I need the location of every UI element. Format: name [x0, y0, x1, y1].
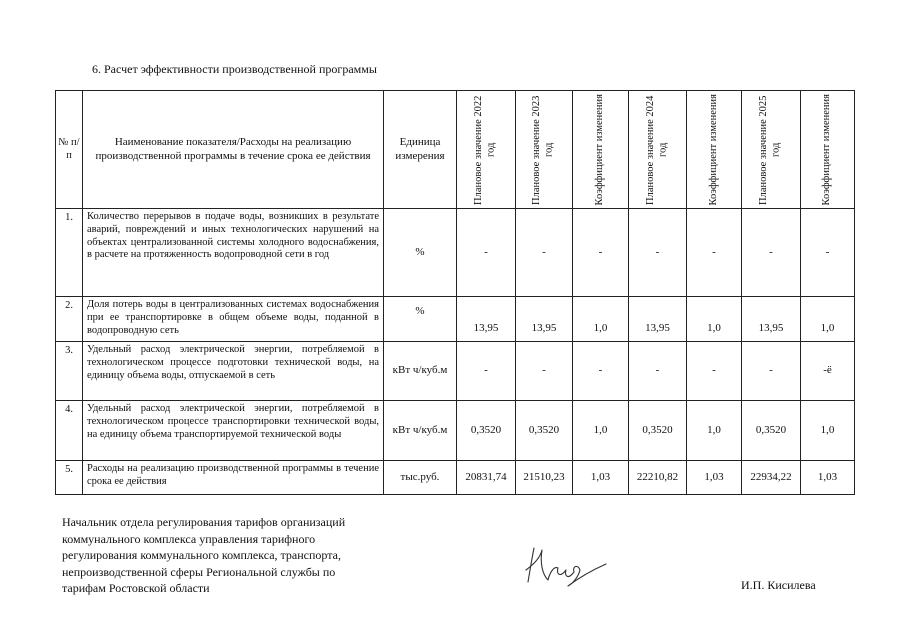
- signer-name: И.П. Кисилева: [741, 578, 816, 592]
- row-value: 0,3520: [629, 401, 687, 461]
- header-plan-2025: [742, 91, 801, 209]
- row-value: -: [629, 209, 687, 297]
- row-value: -: [742, 342, 801, 401]
- row-value: -ё: [801, 342, 855, 401]
- row-value: -: [516, 209, 573, 297]
- row-value: 1,0: [687, 401, 742, 461]
- header-num-label: № п/п: [58, 136, 80, 161]
- row-value: 1,0: [801, 401, 855, 461]
- row-num: 5.: [56, 461, 83, 495]
- header-plan-2024: [629, 91, 687, 209]
- row-value: -: [573, 209, 629, 297]
- row-value: 13,95: [629, 297, 687, 342]
- row-value: 20831,74: [457, 461, 516, 495]
- signer-position: Начальник отдела регулирования тарифов организаций коммунального комплекса управления тарифного регулирования коммунального комплекса, транспорта, непроизводственной сферы Региональной службы по тарифам Ростовской области: [62, 515, 346, 595]
- header-coef-3: [801, 91, 855, 209]
- handwritten-signature: [520, 540, 610, 588]
- header-plan-2022-label: Плановое значение 2022 год: [473, 94, 497, 205]
- header-name-label: Наименование показателя/Расходы на реализацию производственной программы в течение срока ее действия: [95, 136, 371, 162]
- row-value: -: [457, 209, 516, 297]
- row-value: -: [687, 342, 742, 401]
- row-value: 13,95: [516, 297, 573, 342]
- row-value: 1,0: [801, 297, 855, 342]
- row-unit: кВт ч/куб.м: [384, 342, 457, 401]
- row-value: 21510,23: [516, 461, 573, 495]
- row-value: 22210,82: [629, 461, 687, 495]
- section-title: 6. Расчет эффективности производственной программы: [92, 62, 377, 76]
- efficiency-table: [55, 90, 855, 495]
- header-unit: [384, 91, 457, 209]
- row-value: -: [742, 209, 801, 297]
- row-value: 13,95: [742, 297, 801, 342]
- row-value: 1,0: [573, 297, 629, 342]
- row-value: 1,03: [687, 461, 742, 495]
- row-value: 1,0: [573, 401, 629, 461]
- header-coef-1: [573, 91, 629, 209]
- header-plan-2023: [516, 91, 573, 209]
- table-row: [56, 297, 855, 342]
- row-num: 1.: [56, 209, 83, 297]
- row-num: 3.: [56, 342, 83, 401]
- header-plan-2025-label: Плановое значение 2025 год: [758, 94, 782, 205]
- row-value: -: [573, 342, 629, 401]
- header-coef-2-label: Коэффициент изменения: [707, 93, 719, 206]
- row-unit: %: [384, 297, 457, 342]
- table-header-row: [56, 91, 855, 209]
- header-unit-label: Единица измерения: [395, 136, 445, 162]
- row-value: 13,95: [457, 297, 516, 342]
- row-name: Удельный расход электрической энергии, потребляемой в технологическом процессе подготовки технической воды, на единицу объема воды, отпускаемой в сеть: [83, 342, 384, 401]
- table-row: [56, 342, 855, 401]
- row-value: 22934,22: [742, 461, 801, 495]
- row-value: -: [687, 209, 742, 297]
- row-value: -: [801, 209, 855, 297]
- row-value: 1,03: [573, 461, 629, 495]
- row-name: Количество перерывов в подаче воды, возникших в результате аварий, повреждений и иных технологических нарушений на объектах централизованной системы холодного водоснабжения, в расчете на протяженность водопроводной сети в год: [83, 209, 384, 297]
- header-name: [83, 91, 384, 209]
- table-row: [56, 209, 855, 297]
- table-row: [56, 461, 855, 495]
- header-num: [56, 91, 83, 209]
- row-name: Удельный расход электрической энергии, потребляемой в технологическом процессе транспортировки технической воды, на единицу объема транспортируемой технической воды: [83, 401, 384, 461]
- row-unit: тыс.руб.: [384, 461, 457, 495]
- row-name: Расходы на реализацию производственной программы в течение срока ее действия: [83, 461, 384, 495]
- row-value: -: [457, 342, 516, 401]
- row-value: -: [516, 342, 573, 401]
- header-plan-2024-label: Плановое значение 2024 год: [644, 94, 669, 205]
- row-unit: кВт ч/куб.м: [384, 401, 457, 461]
- header-plan-2022: [457, 91, 516, 209]
- row-unit: %: [384, 209, 457, 297]
- header-coef-1-label: Коэффициент изменения: [594, 93, 606, 206]
- row-value: 0,3520: [742, 401, 801, 461]
- row-value: 1,03: [801, 461, 855, 495]
- header-plan-2023-label: Плановое значение 2023 год: [531, 94, 555, 205]
- row-value: 0,3520: [516, 401, 573, 461]
- row-num: 2.: [56, 297, 83, 342]
- table-row: [56, 401, 855, 461]
- row-num: 4.: [56, 401, 83, 461]
- row-name: Доля потерь воды в централизованных системах водоснабжения при ее транспортировке в общем объеме воды, поданной в водопроводную сеть: [83, 297, 384, 342]
- row-value: 1,0: [687, 297, 742, 342]
- row-value: 0,3520: [457, 401, 516, 461]
- row-value: -: [629, 342, 687, 401]
- header-coef-2: [687, 91, 742, 209]
- header-coef-3-label: Коэффициент изменения: [821, 93, 833, 206]
